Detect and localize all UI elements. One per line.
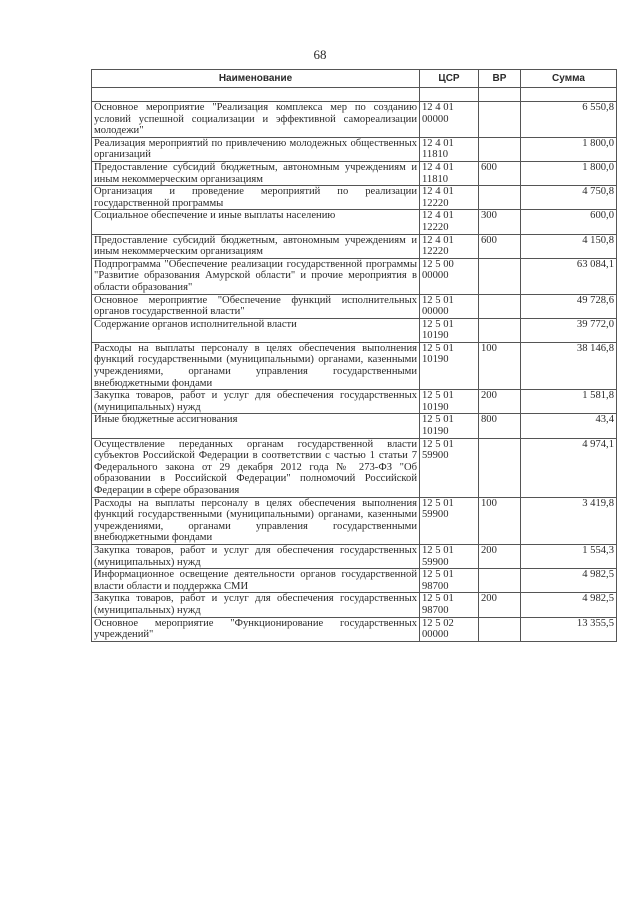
sum-cell: 3 419,8: [521, 497, 617, 544]
table-row: [92, 294, 617, 318]
vr-cell: 600: [479, 161, 521, 185]
sum-cell: 1 581,8: [521, 390, 617, 414]
csr-cell: 12 5 00 00000: [420, 258, 479, 294]
header-sum: Сумма: [521, 70, 617, 88]
csr-cell: 12 5 01 59900: [420, 544, 479, 568]
csr-cell: 12 4 01 11810: [420, 137, 479, 161]
vr-cell: [479, 438, 521, 497]
vr-cell: 300: [479, 210, 521, 234]
name-cell: Иные бюджетные ассигнования: [92, 414, 420, 438]
csr-cell: 12 4 01 12220: [420, 186, 479, 210]
table-header-row: [92, 70, 617, 88]
sum-cell: 6 550,8: [521, 102, 617, 138]
name-cell: Основное мероприятие "Реализация комплекса мер по созданию условий успешной социализации и эффективной самореализации молодежи": [92, 102, 420, 138]
name-cell: Расходы на выплаты персоналу в целях обеспечения выполнения функций государственными (муниципальными) органами, казенными учреждениями, органами управления государственными внебюджетными фондами: [92, 497, 420, 544]
sum-cell: 63 084,1: [521, 258, 617, 294]
csr-cell: 12 5 01 59900: [420, 497, 479, 544]
vr-cell: 100: [479, 497, 521, 544]
table-row: [92, 617, 617, 641]
table-row: [92, 438, 617, 497]
table-row: [92, 342, 617, 389]
table-row: [92, 390, 617, 414]
vr-cell: [479, 318, 521, 342]
vr-cell: [479, 102, 521, 138]
spacer-row: [92, 88, 617, 102]
table-row: [92, 414, 617, 438]
name-cell: Предоставление субсидий бюджетным, автономным учреждениям и иным некоммерческим организациям: [92, 234, 420, 258]
vr-cell: 200: [479, 390, 521, 414]
csr-cell: 12 5 01 10190: [420, 342, 479, 389]
sum-cell: 13 355,5: [521, 617, 617, 641]
vr-cell: [479, 569, 521, 593]
table-row: [92, 593, 617, 617]
name-cell: Закупка товаров, работ и услуг для обеспечения государственных (муниципальных) нужд: [92, 593, 420, 617]
name-cell: Организация и проведение мероприятий по реализации государственной программы: [92, 186, 420, 210]
name-cell: Информационное освещение деятельности органов государственной власти области и поддержка СМИ: [92, 569, 420, 593]
csr-cell: 12 4 01 11810: [420, 161, 479, 185]
table-row: [92, 186, 617, 210]
table-row: [92, 210, 617, 234]
name-cell: Осуществление переданных органам государственной власти субъектов Российской Федерации в соответствии с частью 1 статьи 7 Федерального закона от 29 декабря 2012 года № 273-ФЗ "Об образовании в Российской Федерации" полномочий Российской Федерации в сфере образования: [92, 438, 420, 497]
vr-cell: 200: [479, 544, 521, 568]
name-cell: Содержание органов исполнительной власти: [92, 318, 420, 342]
sum-cell: 39 772,0: [521, 318, 617, 342]
table-row: [92, 161, 617, 185]
header-vr: ВР: [479, 70, 521, 88]
table-row: [92, 137, 617, 161]
name-cell: Основное мероприятие "Функционирование государственных учреждений": [92, 617, 420, 641]
table-row: [92, 318, 617, 342]
csr-cell: 12 4 01 12220: [420, 234, 479, 258]
sum-cell: 1 800,0: [521, 137, 617, 161]
vr-cell: [479, 258, 521, 294]
table-row: [92, 569, 617, 593]
table-row: [92, 258, 617, 294]
csr-cell: 12 5 01 00000: [420, 294, 479, 318]
sum-cell: 600,0: [521, 210, 617, 234]
table-row: [92, 544, 617, 568]
vr-cell: 800: [479, 414, 521, 438]
name-cell: Предоставление субсидий бюджетным, автономным учреждениям и иным некоммерческим организациям: [92, 161, 420, 185]
name-cell: Расходы на выплаты персоналу в целях обеспечения выполнения функций государственными (муниципальными) органами, казенными учреждениями, органами управления государственными внебюджетными фондами: [92, 342, 420, 389]
csr-cell: 12 4 01 12220: [420, 210, 479, 234]
table-row: [92, 497, 617, 544]
vr-cell: 100: [479, 342, 521, 389]
vr-cell: 600: [479, 234, 521, 258]
sum-cell: 1 554,3: [521, 544, 617, 568]
csr-cell: 12 5 01 98700: [420, 569, 479, 593]
sum-cell: 4 982,5: [521, 593, 617, 617]
csr-cell: 12 5 01 98700: [420, 593, 479, 617]
csr-cell: 12 5 01 10190: [420, 414, 479, 438]
sum-cell: 4 150,8: [521, 234, 617, 258]
sum-cell: 4 974,1: [521, 438, 617, 497]
vr-cell: [479, 137, 521, 161]
sum-cell: 49 728,6: [521, 294, 617, 318]
vr-cell: [479, 617, 521, 641]
vr-cell: [479, 294, 521, 318]
name-cell: Закупка товаров, работ и услуг для обеспечения государственных (муниципальных) нужд: [92, 390, 420, 414]
vr-cell: [479, 186, 521, 210]
csr-cell: 12 5 01 10190: [420, 318, 479, 342]
budget-table: [91, 69, 617, 642]
vr-cell: 200: [479, 593, 521, 617]
csr-cell: 12 5 01 10190: [420, 390, 479, 414]
name-cell: Закупка товаров, работ и услуг для обеспечения государственных (муниципальных) нужд: [92, 544, 420, 568]
sum-cell: 1 800,0: [521, 161, 617, 185]
sum-cell: 43,4: [521, 414, 617, 438]
header-csr: ЦСР: [420, 70, 479, 88]
name-cell: Реализация мероприятий по привлечению молодежных общественных организаций: [92, 137, 420, 161]
table-row: [92, 102, 617, 138]
table-row: [92, 234, 617, 258]
sum-cell: 4 982,5: [521, 569, 617, 593]
name-cell: Подпрограмма "Обеспечение реализации государственной программы "Развитие образования Амурской области" и прочие мероприятия в области образования": [92, 258, 420, 294]
csr-cell: 12 5 02 00000: [420, 617, 479, 641]
sum-cell: 38 146,8: [521, 342, 617, 389]
name-cell: Основное мероприятие "Обеспечение функций исполнительных органов государственной власти": [92, 294, 420, 318]
sum-cell: 4 750,8: [521, 186, 617, 210]
name-cell: Социальное обеспечение и иные выплаты населению: [92, 210, 420, 234]
csr-cell: 12 5 01 59900: [420, 438, 479, 497]
csr-cell: 12 4 01 00000: [420, 102, 479, 138]
page-number: 68: [313, 47, 327, 62]
header-name: Наименование: [92, 70, 420, 88]
